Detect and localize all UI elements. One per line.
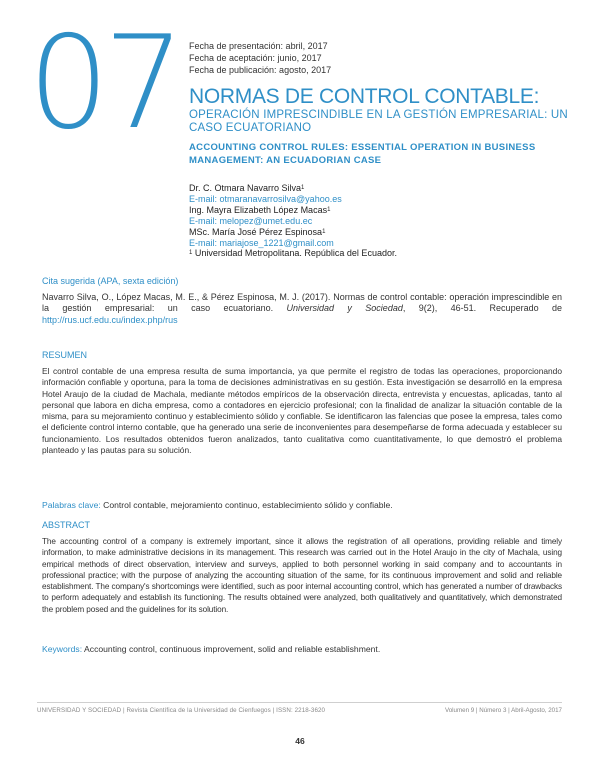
article-subtitle: OPERACIÓN IMPRESCINDIBLE EN LA GESTIÓN EMPRESARIAL: UN CASO ECUATORIANO xyxy=(189,109,568,134)
abstract-text: The accounting control of a company is extremely important, since it allows the registration of all operations, providing reliable and timely information, to make administrative decisions in its management. This research was carried out in the Hotel Araujo in the city of Machala, using empirical methods of direct observation, interview and surveys, applied to both personnel working in said company and to accountants in professional practice; with the purpose of analyzing the accounting situation of the same, for its continuous improvement and solid and reliable establishment. The company's shortcomings were identified, such as poor internal accounting control, which has generated a number of drawbacks to perform adequately and establish its functioning. The results obtained were analyzed, both qualitatively and quantitatively, which demonstrated the problem posed and the guidelines for its solution. xyxy=(42,537,562,614)
author-3: MSc. María José Pérez Espinosa$^1$ xyxy=(189,226,326,237)
author-block xyxy=(189,183,397,259)
author-2-email[interactable]: E-mail: melopez@umet.edu.ec xyxy=(189,215,313,226)
publication-dates xyxy=(189,40,331,77)
english-title: ACCOUNTING CONTROL RULES: ESSENTIAL OPERATION IN BUSINESS MANAGEMENT: AN ECUADORIAN CASE xyxy=(189,142,536,166)
citation-heading: Cita sugerida (APA, sexta edición) xyxy=(42,276,179,286)
presentation-date: Fecha de presentación: abril, 2017 xyxy=(189,41,328,51)
abstract-heading: ABSTRACT xyxy=(42,520,91,530)
page-number: 46 xyxy=(295,736,305,746)
palabras-clave: Palabras clave: Control contable, mejoramiento continuo, establecimiento sólido y confiable. xyxy=(42,500,393,510)
keywords: Keywords: Accounting control, continuous improvement, solid and reliable establishment. xyxy=(42,644,381,654)
author-3-email[interactable]: E-mail: mariajose_1221@gmail.com xyxy=(189,237,334,248)
article-title: NORMAS DE CONTROL CONTABLE: xyxy=(189,85,540,108)
author-1: Dr. C. Otmara Navarro Silva$^1$ xyxy=(189,183,305,193)
author-1-email[interactable]: E-mail: otmaranavarrosilva@yahoo.es xyxy=(189,193,342,204)
author-2: Ing. Mayra Elizabeth López Macas$^1$ xyxy=(189,204,331,215)
footer-volume: Volumen 9 | Número 3 | Abril-Agosto, 2017 xyxy=(444,707,562,714)
publication-date: Fecha de publicación: agosto, 2017 xyxy=(189,65,332,76)
resumen-heading: RESUMEN xyxy=(42,350,88,360)
acceptance-date: Fecha de aceptación: junio, 2017 xyxy=(189,53,322,64)
affiliation: $^1$ Universidad Metropolitana. República del Ecuador. xyxy=(189,248,397,259)
citation-link[interactable]: http://rus.ucf.edu.cu/index.php/rus xyxy=(42,314,178,325)
resumen-text: El control contable de una empresa resulta de suma importancia, ya que permite el registro de todas las operaciones, proporcionando información confiable y oportuna, para la toma de decisiones administrativas en su gestión. Esta investigación se desarrolló en la empresa Hotel Araujo de la ciudad de Machala, mediante métodos empíricos de la observación directa, entrevista y encuestas, aplicadas, tanto al personal que labora en dicha empresa, como a contadores en ejercicio profesional; con la finalidad de analizar la situación contable de la misma, para su mejoramiento continuo y establecimiento sólido y confiable. Se identificaron las falencias que posee la empresa, tales como el deficiente control interno contable, que ha generado una serie de inconvenientes para desempeñarse de forma adecuada y establecer su funcionamiento. Los resultados obtenidos fueron analizados, tanto cualitativa como cuantitativamente, lo que demostró el problema planteado y las pautas para su solución. xyxy=(42,366,562,456)
article-number: 07 xyxy=(28,9,179,158)
footer-divider xyxy=(37,702,562,703)
footer-journal: UNIVERSIDAD Y SOCIEDAD | Revista Científica de la Universidad de Cienfuegos | ISSN: 2218-3620 xyxy=(37,707,326,714)
citation-text: Navarro Silva, O., López Macas, M. E., & Pérez Espinosa, M. J. (2017). Normas de control contable: operación imprescindible en la gestión empresarial: un caso ecuatoriano. Universidad y Sociedad, 9(2), 46-51. Recuperado de http://rus.ucf.edu.cu/index.php/rus xyxy=(42,292,562,325)
